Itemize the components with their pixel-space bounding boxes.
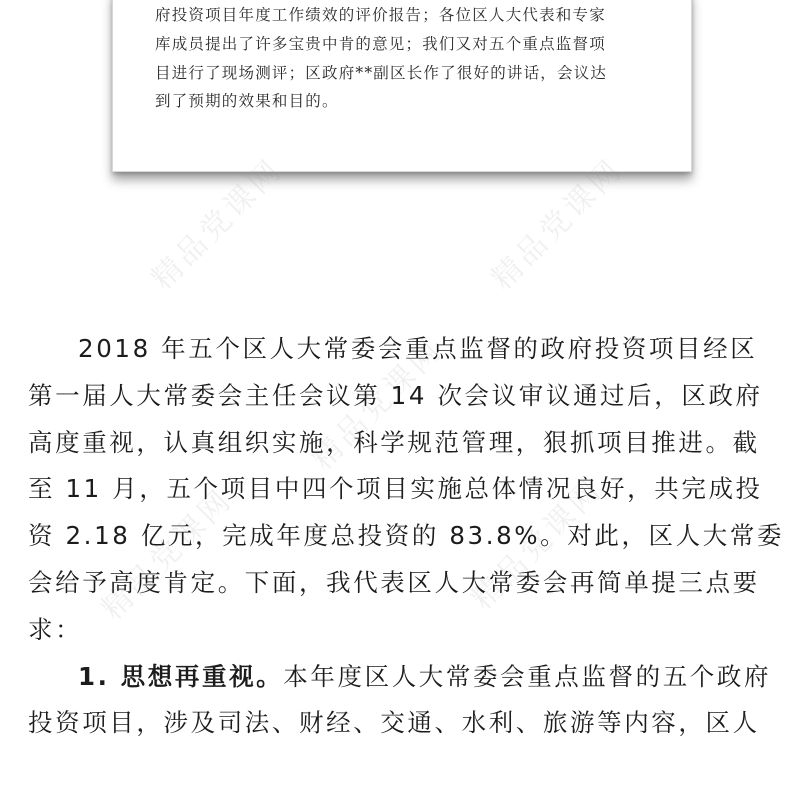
- paragraph-line: 第一届人大常委会主任会议第 14 次会议审议通过后，区政府: [28, 380, 763, 410]
- paragraph-line: 求：: [28, 614, 83, 644]
- document-body: [28, 326, 785, 747]
- point-1-heading: 1. 思想再重视。: [78, 661, 284, 691]
- paragraph-line: 至 11 月，五个项目中四个项目实施总体情况良好，共完成投: [28, 474, 763, 504]
- preview-card: [112, 0, 692, 172]
- point-1-text: 本年度区人大常委会重点监督的五个政府: [283, 661, 772, 691]
- preview-card-line: 库成员提出了许多宝贵中肯的意见；我们又对五个重点监督项: [155, 34, 606, 53]
- paragraph-line: 高度重视，认真组织实施，科学规范管理，狠抓项目推进。截: [28, 427, 760, 457]
- watermark: 精品党课网: [94, 481, 240, 627]
- watermark: 精品党课网: [484, 151, 630, 297]
- preview-card-line: 目进行了现场测评；区政府**副区长作了很好的讲话，会议达: [155, 63, 608, 82]
- paragraph-line: 投资项目，涉及司法、财经、交通、水利、旅游等内容，区人: [28, 708, 760, 738]
- paragraph-line: 会给予高度肯定。下面，我代表区人大常委会再简单提三点要: [28, 567, 760, 597]
- watermark: 精品党课网: [144, 151, 290, 297]
- paragraph-line: 资 2.18 亿元，完成年度总投资的 83.8%。对此，区人大常委: [28, 521, 785, 551]
- preview-card-line: 府投资项目年度工作绩效的评价报告；各位区人大代表和专家: [155, 6, 606, 24]
- preview-card-text: [155, 1, 655, 116]
- paragraph-line: 2018 年五个区人大常委会重点监督的政府投资项目经区: [78, 334, 758, 363]
- preview-card-line: 到了预期的效果和目的。: [155, 92, 339, 111]
- watermark: 精品党课网: [464, 471, 610, 617]
- point-1-line: [28, 654, 778, 701]
- watermark: 精品党课网: [304, 331, 450, 477]
